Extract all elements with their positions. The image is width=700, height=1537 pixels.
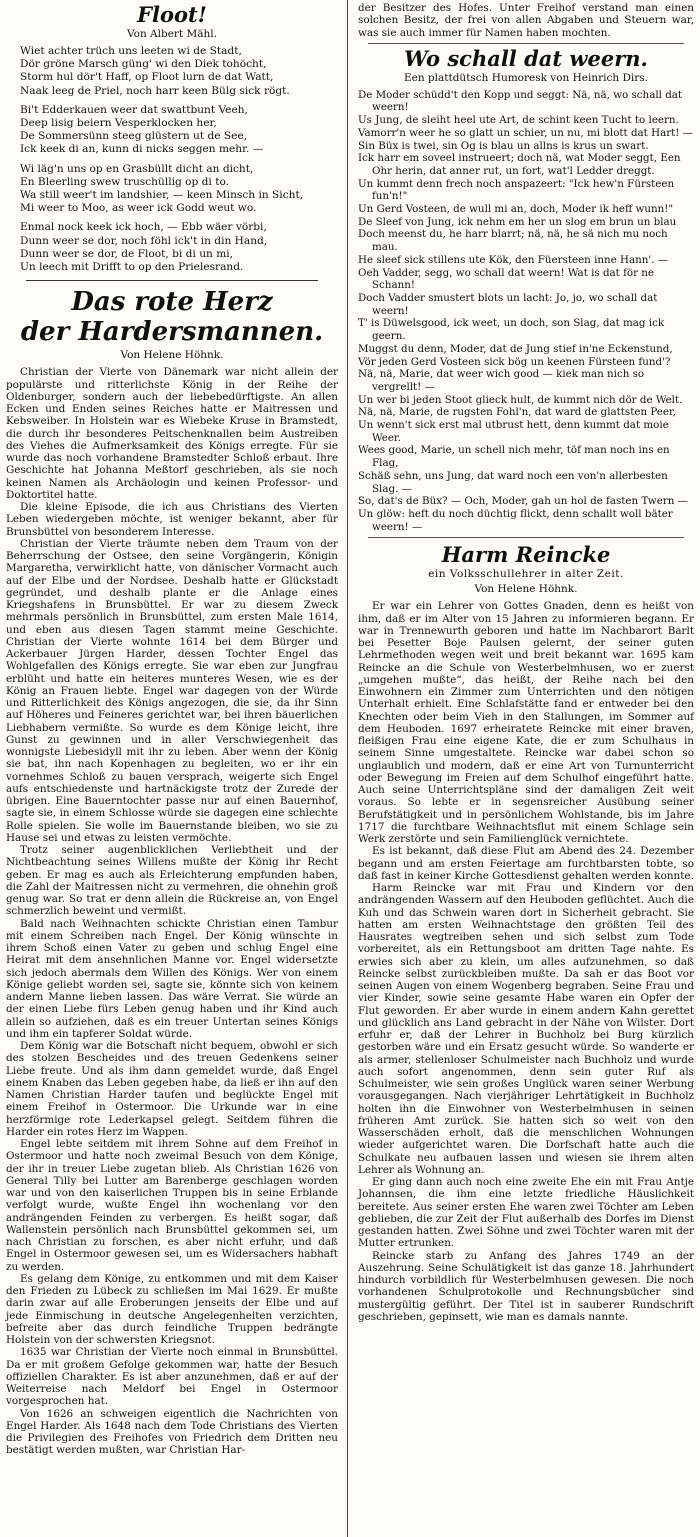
story-paragraph: 1635 war Christian der Vierte noch einmal in Brunsbüttel. Da er mit großem Gefolge gekommen war, hatte der Besuch offiziellen Charakter. Es ist aber anzunehmen, daß er auf der Weiterreise nach Meldorf bei Engel in Ostermoor vorgesprochen hat.: [6, 1346, 338, 1408]
poem-body: [6, 45, 338, 274]
poem-line: Wi läg'n uns op en Grasbüllt dicht an dicht,: [20, 162, 254, 175]
harm-title: Harm Reincke: [441, 542, 611, 568]
story-title-line2: der Hardersmannen.: [20, 317, 324, 348]
poem-stanza: [20, 45, 338, 98]
humoreske-line: Us Jung, de sleiht heel ute Art, de schint keen Tucht to leern.: [358, 114, 679, 127]
divider: [368, 43, 684, 44]
divider: [368, 537, 684, 538]
right-column: [352, 0, 700, 1537]
humoreske-line: Vör jeden Gerd Vosteen sick bög un keenen Fürsteen fund'?: [358, 355, 671, 368]
poem-stanza: [20, 221, 338, 274]
harm-body: [358, 600, 694, 1323]
story-paragraph: Bald nach Weihnachten schickte Christian einen Tambur mit einem Schreiben nach Engel. Der König wünschte in ihrem Schoß einen Vater zu geben und schlug Engel eine Heirat mit dem ansehnlichen Manne vor. Engel widersetzte sich jedoch abermals dem Willen des Königs. Wer von einem Könige geliebt worden sei, sagte sie, könnte sich von keinem andern Manne lieben lassen. Das wäre Verrat. Sie würde an der einen Liebe fürs Leben genug haben und ihr Kind auch allein so aufziehen, daß es ein treuer Untertan seines Königs und ihm ein tapferer Soldat würde.: [6, 917, 338, 1040]
humoreske-line: Wees good, Marie, un schell nich mehr, töf man noch ins en Flag,: [358, 444, 670, 470]
humoreske-line: Un Gerd Vosteen, de wull mi an, doch, Moder ik heff wunn!": [358, 203, 674, 216]
humoreske-body: [358, 89, 694, 534]
poem-line: Mi weer to Moo, as weer ick Godd weut wo.: [20, 202, 257, 215]
story-paragraph: Trotz seiner augenblicklichen Verliebtheit und der Nichtbeachtung seines Willens mußte der König ihr Recht geben. Er mag es auch als Erleichterung empfunden haben, die Zahl der Maitressen nicht zu vermehren, die ohnehin groß genug war. So trat er denn allein die Rückreise an, von Engel schmerzlich beweint und vermißt.: [6, 844, 338, 918]
story-paragraph: Christian der Vierte träumte neben dem Traum von der Beherrschung der Ostsee, den seine Vorgängerin, Königin Margaretha, verwirklicht hatte, von dänischer Vormacht auch auf der Elbe und der Nordsee. Deshalb hatte er Glückstadt gegründet, und deshalb plante er die Anlage eines Kriegshafens in Brunsbüttel. Er war zu diesem Zweck mehrmals persönlich in Brunsbüttel, zum ersten Male 1614, und eben aus diesen Tagen stammt meine Geschichte. Christian der Vierte wohnte 1614 bei dem Bürger und Ackerbauer Jürgen Harder, dessen Tochter Engel das Wohlgefallen des Königs erregte. Sie war eben zur Jungfrau erblüht und hatte ein heiteres munteres Wesen, wie es der König an Frauen liebte. Engel war dagegen von der Würde und Ritterlichkeit des Königs angezogen, die sie, da ihr Sinn auf Höheres und Feineres gerichtet war, bei ihren bäuerlichen Liebhabern vermißte. So wurde es dem Könige leicht, ihre Gunst zu gewinnen und in aller Verschwiegenheit das wonnigste Liebesidyll mit ihr zu leben. Aber wenn der König sie bat, ihn nach Kopenhagen zu begleiten, wo er ihr ein vornehmes Schloß zu bauen versprach, weigerte sich Engel aufs entschiedenste und hartnäckigste trotz der Zurede der übrigen. Eine Bauerntochter passe nur auf einen Bauernhof, sagte sie, in einem Schlosse würde sie dagegen eine schlechte Rolle spielen. Sie wolle im Bauernstande bleiben, wo sie zu Hause sei und etwas zu leisten vermöchte.: [6, 537, 338, 844]
poem-line: Dunn weer se dor, noch föhl ick't in din Hand,: [20, 234, 268, 247]
poem-line: Un leech mit Drifft to op den Prielesrand.: [20, 261, 244, 274]
harm-paragraph: Es ist bekannt, daß diese Flut am Abend des 24. Dezember begann und am ersten Feiertage am furchtbarsten tobte, so daß fast in keiner Kirche Gottesdienst gehalten werden konnte.: [358, 845, 694, 882]
harm-subtitle: ein Volksschullehrer in alter Zeit.: [428, 568, 624, 581]
column-divider: [347, 0, 348, 1537]
humoreske-line: Ick harr em soveel instrueert; doch nä, wat Moder seggt, Een Ohr herin, dat anner rut, un fort, wat'l Ledder dreggt.: [358, 152, 681, 177]
poem-line: Wa still weer't im landshier, — keen Minsch in Sicht,: [20, 189, 304, 202]
poem-stanza: [20, 163, 338, 216]
humoreske-line: Un glöw: heft du noch düchtig flickt, denn schallt woll bäter weern! —: [358, 507, 673, 533]
humoreske-line: Un wer bi jeden Stoot glieck hult, de kummt nich dör de Welt.: [358, 393, 683, 406]
humoreske-line: Un kummt denn frech noch anspazeert: "Ick hew'n Fürsteen fun'n!": [358, 177, 675, 203]
harm-paragraph: Er war ein Lehrer von Gottes Gnaden, denn es heißt von ihm, daß er im Alter von 15 Jahren zu informieren begann. Er war in Trennewurth geboren und hatte im Nachbarort Barlt bei Pesetter Boje Paulsen gelernt, der seiner guten Lehrmethoden wegen weit und breit bekannt war. 1695 kam Reincke an die Schule von Westerbelmhusen, wo er zuerst „umgehen mußte“, das heißt, der Reihe nach bei den Einwohnern ein Zimmer zum Unterrichten und den nötigen Unterhalt erhielt. Eine Schlafstätte fand er entweder bei den Knechten oder beim Vieh in den Stallungen, im Sommer auf dem Heuboden. 1697 erheiratete Reincke mit einer braven, fleißigen Frau eine eigene Kate, die er zum Schulhaus in seinem Sinne umgestaltete. Reincke war dabei schon so unglaublich und modern, daß er eine Art von Turnunterricht oder Bewegung im Freien auf dem Schulhof eingeführt hatte. Auch seine Unterrichtspläne sind der damaligen Zeit weit voraus. So lebte er in segensreicher Ausübung seiner Berufstätigkeit und in persönlichem Wohlstande, bis im Jahre 1717 die furchtbare Weihnachtsflut mit einem Schlage sein Werk zerstörte und sein Familienglück vernichtete.: [358, 600, 694, 846]
humoreske-line: Nä, nä, Marie, dat weer wich good — kiek man nich so vergrellt! —: [358, 368, 645, 393]
story-paragraph: Es gelang dem Könige, zu entkommen und mit dem Kaiser den Frieden zu Lübeck zu schließen im Mai 1629. Er mußte darin zwar auf alle Eroberungen jenseits der Elbe und auf jede Einmischung in deutsche Angelegenheiten verzichten, befreite aber das durch feindliche Truppen bedrängte Holstein von der schwersten Kriegsnot.: [6, 1272, 338, 1346]
harm-paragraph: Harm Reincke war mit Frau und Kindern vor den andrängenden Wassern auf den Heuboden geflüchtet. Auch die Kuh und das Schwein waren dort in Sicherheit gebracht. Sie hatten am ersten Weihnachtstage den größten Teil des Hausrates wegtreiben sehen und sich selbst zum Tode vorbereitet, als ein Rettungsboot am dritten Tage nahte. Es erwies sich aber zu klein, um alles aufzunehmen, so daß Reincke selbst zurückbleiben mußte. Da sah er das Boot vor seinen Augen von einem Wogenberg begraben. Seine Frau und vier Kinder, sowie seine gesamte Habe waren ein Opfer der Flut geworden. Er aber wurde in einem andern Kahn gerettet und glücklich ans Land gebracht in der Nähe von Wilster. Dort erfuhr er, daß der Lehrer in Buchholz bei Burg kürzlich gestorben wäre und ein Ersatz gesucht würde. So wanderte er als armer, stellenloser Schulmeister nach Buchholz und wurde auch sofort angenommen, denn sein guter Ruf als Schulmeister, wie sein großes Unglück waren seiner Werbung vorausgegangen. Nach vierjähriger Lehrtätigkeit in Buchholz holten ihn die Einwohner von Westerbelmhusen in seinen früheren Amt zurück. Sie hatten sich so weit von den Wasserschäden erholt, daß die menschlichen Wohnungen wieder aufgerichtet waren. Die Dorfschaft hatte auch die Schulkate neu aufbauen lassen und wiesen sie ihrem alten Lehrer als Wohnung an.: [358, 882, 694, 1176]
poem-line: Wiet achter trüch uns leeten wi de Stadt,: [20, 45, 242, 57]
poem-line: De Sommersünn steeg glüstern ut de See,: [20, 130, 248, 143]
poem-line: Dör gröne Marsch güng' wi den Diek tohöcht,: [20, 58, 267, 71]
humoreske-line: Schäß sehn, uns Jung, dat ward noch een von'n allerbesten Slag. —: [358, 469, 668, 495]
humoreske-line: Sin Büx is twei, sin Og is blau un allns is krus un swart.: [358, 139, 649, 152]
story-paragraph: Dem König war die Botschaft nicht bequem, obwohl er sich des stolzen Bescheides und des treuen Gedenkens seiner Liebe freute. Und als ihm dann gemeldet wurde, daß Engel einem Knaben das Leben gegeben habe, da ließ er ihn auf den Namen Christian Harder taufen und beglückte Engel mit einem Freihof in Ostermoor. Die Urkunde war in eine herzförmige rote Lederkapsel gelegt. Seitdem führen die Harder ein rotes Herz im Wappen.: [6, 1040, 338, 1138]
harm-author: Von Helene Höhnk.: [474, 583, 578, 596]
poem-line: Naak leeg de Priel, noch harr keen Bülg sick rögt.: [20, 84, 290, 97]
story-paragraph: Von 1626 an schweigen eigentlich die Nachrichten von Engel Harder. Als 1648 nach dem Tode Christians des Vierten die Privilegien des Freihofes von Friedrich dem Dritten neu bestätigt werden mußten, war Christian Har-: [6, 1407, 338, 1457]
story-title-line1: Das rote Herz: [71, 287, 273, 318]
humoreske-line: T' is Düwelsgood, ick weet, un doch, son Slag, dat mag ick geern.: [358, 317, 665, 343]
humoreske-line: So, dat's de Büx? — Och, Moder, gah un hol de fasten Twern —: [358, 495, 688, 508]
poem-line: En Bleerling swew truschüllig op di to.: [20, 175, 230, 188]
poem-line: Deep lisig beiern Vesperklocken her,: [20, 117, 217, 130]
humoreske-line: Un wenn't sick erst mal utbrust hett, denn kummt dat moie Weer.: [358, 419, 669, 444]
humoreske-line: Nä, nä, Marie, de rugsten Fohl'n, dat ward de glattsten Peer,: [358, 406, 677, 419]
humoreske-line: De Sleef von Jung, ick nehm em her un slog em brun un blau: [358, 215, 677, 228]
humoreske-title: Wo schall dat weern.: [404, 45, 648, 71]
humoreske-line: Oeh Vadder, segg, wo schall dat weern! Wat is dat för ne Schann!: [358, 266, 655, 292]
harm-paragraph: Reincke starb zu Anfang des Jahres 1749 an der Auszehrung. Seine Schulätigkeit ist das ganze 18. Jahrhundert hindurch vorbildlich für Westerbelmhusen gewesen. Die noch vorhandenen Schulprotokolle und Rechnungsbücher sind mustergültig geführt. Der Titel ist in sauberer Rundschrift geschrieben, gepinsett, wie man es damals nannte.: [358, 1249, 694, 1323]
humoreske-line: Doch Vadder smustert blots un lacht: Jo, jo, wo schall dat weern!: [358, 292, 658, 317]
poem-line: Bi't Edderkauen weer dat swattbunt Veeh,: [20, 103, 248, 116]
poem-line: Ick keek di an, kunn di nicks seggen mehr. —: [20, 143, 264, 156]
story-paragraph: Engel lebte seitdem mit ihrem Sohne auf dem Freihof in Ostermoor und hatte noch zweimal Besuch von dem Könige, der ihr in treuer Liebe zugetan blieb. Als Christian 1626 von General Tilly bei Lutter am Barenberge geschlagen worden war und von den kaiserlichen Truppen bis in seine Erblande verfolgt wurde, wußte Engel ihn wochenlang vor den andrängenden Feinden zu verbergen. Es heißt sogar, daß Wallenstein persönlich nach Brunsbüttel gekommen sei, um nach Christian zu forschen, es aber nicht erfuhr, und daß Engel in Ostermoor gewesen sei, um es Widersachers habhaft zu werden.: [6, 1138, 338, 1273]
story-body: [6, 366, 338, 1456]
story-author: Von Helene Höhnk.: [120, 349, 224, 362]
humoreske-line: De Moder schüdd't den Kopp und seggt: Nä, nä, wo schall dat weern!: [358, 88, 683, 114]
humoreske-line: Doch meenst du, he harr blarrt; nä, nä, he sä nich mu noch mau.: [358, 228, 668, 254]
humoreske-line: Vamorr'n weer he so glatt un schier, un nu, mi blott dat Hart! —: [358, 126, 693, 139]
left-column: [0, 0, 344, 1537]
poem-stanza: [20, 104, 338, 157]
divider: [26, 280, 318, 281]
poem-line: Dunn weer se dor, de Floot, bi di un mi,: [20, 247, 234, 260]
poem-title: Floot!: [137, 2, 207, 27]
harm-paragraph: Er ging dann auch noch eine zweite Ehe ein mit Frau Antje Johannsen, die ihm eine letzte friedliche Häuslichkeit bereitete. Aus seiner ersten Ehe waren zwei Töchter am Leben geblieben, die zur Zeit der Flut außerhalb des Dorfes im Dienst gestanden hatten. Zwei Söhne und zwei Töchter waren mit der Mutter ertrunken.: [358, 1176, 694, 1250]
humoreske-line: He sleef sick stillens ute Kök, den Füersteen inne Hann'. —: [358, 253, 669, 266]
poem-line: Enmal nock keek ick hoch, — Ebb wäer vörbi,: [20, 221, 267, 234]
poem-author: Von Albert Mähl.: [127, 28, 217, 40]
humoreske-subtitle: Een plattdütsch Humoresk von Heinrich Dirs.: [403, 71, 649, 84]
humoreske-line: Muggst du denn, Moder, dat de Jung stief in'ne Eckenstund,: [358, 342, 673, 355]
poem-line: Storm hul dör't Haff, op Floot lurn de dat Watt,: [20, 71, 274, 84]
story-paragraph: Die kleine Episode, die ich aus Christians des Vierten Leben wiedergeben möchte, ist weniger bekannt, aber für Brunsbüttel von besonderem Interesse.: [6, 501, 338, 538]
story-continuation: der Besitzer des Hofes. Unter Freihof verstand man einen solchen Besitz, der frei von allen Abgaben und Steuern war, was sie auch immer für Namen haben mochten.: [358, 2, 694, 39]
story-paragraph: Christian der Vierte von Dänemark war nicht allein der populärste und ritterlichste König in der Reihe der Oldenburger, sondern auch der liebebedürftigste. An allen Ecken und Enden seines Reiches hatte er Maitressen und Kebsweiber. In Holstein war es Wiebeke Kruse in Bramstedt, die durch ihr besonderes Peitschenknallen beim Austreiben des Viehes die Aufmerksamkeit des Königs erregte. Für sie wurde das noch vorhandene Bramstedter Schloß erbaut. Ihre Geschichte hat Johanna Meßtorf geschrieben, als sie noch keinen Namen als Archäologin und keinen Professor- und Doktortitel hatte.: [6, 366, 338, 501]
